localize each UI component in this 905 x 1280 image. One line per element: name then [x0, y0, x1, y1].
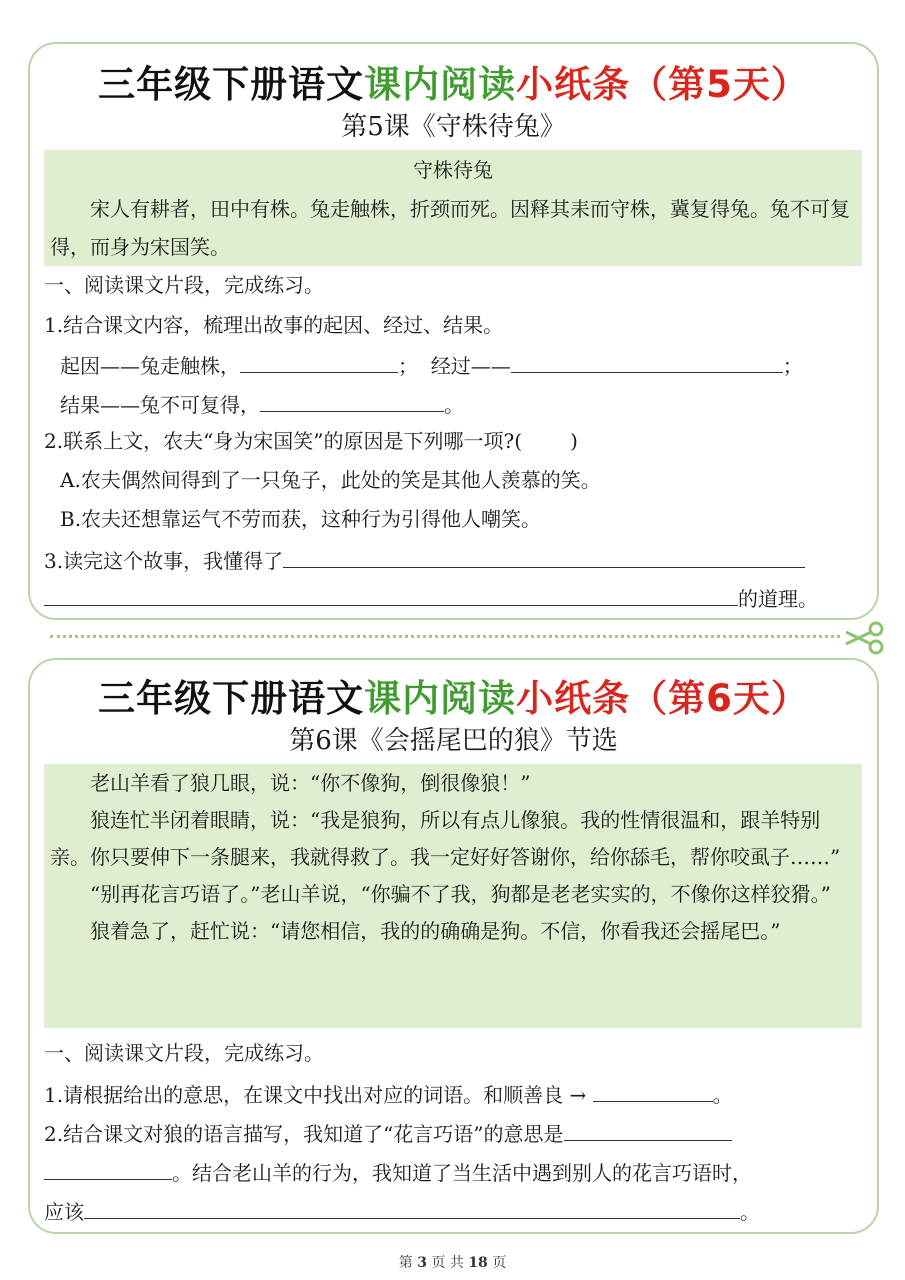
page-footer: 第 3 页 共 18 页 [398, 1255, 507, 1271]
answer-blank[interactable] [260, 383, 444, 412]
answer-blank[interactable] [283, 539, 805, 568]
cut-line [50, 635, 840, 638]
page-total: 18 [468, 1255, 488, 1271]
scissors-icon [842, 620, 886, 656]
day5-q1-row2: 结果——兔不可复得， 。 [60, 383, 464, 424]
day5-card [28, 42, 879, 620]
day6-question-1: 1.请根据给出的意思，在课文中找出对应的词语。和顺善良 → 。 [44, 1073, 733, 1114]
answer-blank[interactable] [44, 577, 738, 606]
day5-section-heading: 一、阅读课文片段，完成练习。 [44, 273, 324, 297]
day5-title: 三年级下册语文课内阅读小纸条（第5天） [98, 63, 809, 106]
day5-question-3: 3.读完这个故事，我懂得了 [44, 539, 805, 580]
day5-question-2: 2.联系上文，农夫“身为宋国笑”的原因是下列哪一项?( ) [44, 429, 578, 453]
day5-lesson-title: 第5课《守株待兔》 [341, 112, 566, 142]
day6-title: 三年级下册语文课内阅读小纸条（第6天） [98, 677, 809, 720]
day6-passage-p4: 狼着急了，赶忙说：“请您相信，我的的确确是狗。不信，你看我还会摇尾巴。” [90, 919, 781, 943]
day5-question-1: 1.结合课文内容，梳理出故事的起因、经过、结果。 [44, 313, 504, 337]
day5-q1-row1: 起因——兔走触株， ； 经过—— ； [60, 344, 803, 385]
page-number: 3 [417, 1255, 427, 1271]
day6-passage [44, 764, 862, 1028]
day6-q2-row2: 。结合老山羊的行为，我知道了当生活中遇到别人的花言巧语时， [44, 1151, 752, 1192]
day5-option-b: B.农夫还想靠运气不劳而获，这种行为引得他人嘲笑。 [60, 507, 542, 531]
day5-option-a: A.农夫偶然间得到了一只兔子，此处的笑是其他人羡慕的笑。 [60, 468, 601, 492]
answer-blank[interactable] [44, 1151, 172, 1180]
day5-passage-title: 守株待兔 [413, 158, 493, 182]
answer-blank[interactable] [84, 1190, 740, 1219]
day5-passage-text: 宋人有耕者，田中有株。兔走触株，折颈而死。因释其耒而守株，冀复得兔。兔不可复得，而身为宋国笑。 [50, 197, 850, 259]
day6-section-heading: 一、阅读课文片段，完成练习。 [44, 1041, 324, 1065]
answer-blank[interactable] [593, 1073, 713, 1102]
day5-passage [44, 150, 862, 266]
answer-blank[interactable] [240, 344, 398, 373]
day6-card [28, 658, 879, 1234]
day5-q3-row2: 的道理。 [44, 577, 818, 618]
answer-blank[interactable] [564, 1112, 732, 1141]
day6-q2-row3: 应该 。 [44, 1190, 760, 1231]
day6-passage-p1: 老山羊看了狼几眼，说：“你不像狗，倒很像狼！” [90, 771, 531, 795]
day6-question-2: 2.结合课文对狼的语言描写，我知道了“花言巧语”的意思是 [44, 1112, 732, 1153]
day6-passage-p3: “别再花言巧语了。”老山羊说，“你骗不了我，狗都是老老实实的，不像你这样狡猾。” [90, 882, 831, 906]
answer-blank[interactable] [511, 344, 783, 373]
day6-passage-p2: 狼连忙半闭着眼睛，说：“我是狼狗，所以有点儿像狼。我的性情很温和，跟羊特别亲。你只要伸下一条腿来，我就得救了。我一定好好答谢你，给你舔毛，帮你咬虱子……” [50, 808, 841, 869]
day6-lesson-title: 第6课《会摇尾巴的狼》节选 [289, 726, 618, 756]
